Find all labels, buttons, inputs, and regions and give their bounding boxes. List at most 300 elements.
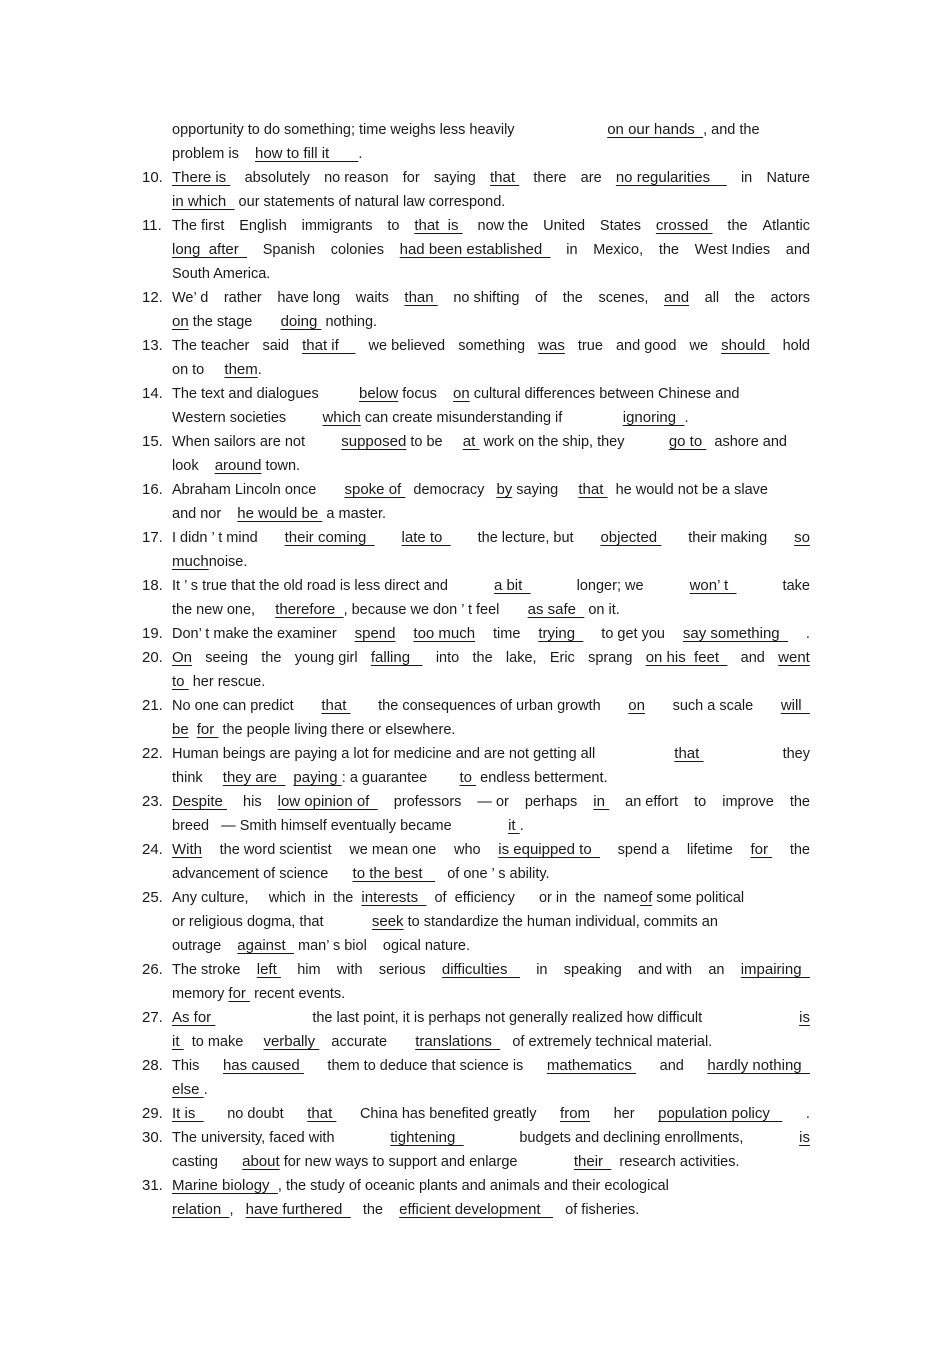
exercise-item (142, 334, 810, 382)
sentence-text: we believed (368, 338, 446, 354)
sentence-text: some political (652, 890, 745, 906)
sentence-text: advancement of science (172, 866, 353, 882)
answer-text: much (172, 553, 209, 570)
answer-text: on our hands (607, 121, 704, 138)
sentence-text: ashore and (706, 434, 787, 450)
sentence-text: memory (172, 986, 229, 1002)
answer-text: won’ t (689, 577, 737, 594)
sentence-text: , and the (703, 122, 760, 138)
sentence-text: something (458, 338, 526, 354)
sentence-text: sprang (588, 650, 633, 666)
sentence-text: the (727, 218, 748, 234)
item-line (172, 502, 810, 526)
answer-text: Despite (172, 793, 228, 810)
answer-text: Marine biology (172, 1177, 278, 1194)
answer-text: relation (172, 1201, 230, 1218)
sentence-text: all (704, 290, 720, 306)
exercise-item (142, 1126, 810, 1174)
answer-text: was (538, 337, 565, 354)
exercise-item (142, 622, 810, 646)
sentence-text: of efficiency or in the name (426, 890, 640, 906)
item-line (172, 766, 810, 790)
sentence-text: casting (172, 1154, 243, 1170)
sentence-text: said (262, 338, 290, 354)
answer-text: left (256, 961, 281, 978)
answer-text: they are (222, 769, 286, 786)
item-line (172, 550, 810, 574)
answer-text: by (496, 481, 513, 498)
sentence-text: on it. (584, 602, 620, 618)
answer-text: their coming (284, 529, 375, 546)
sentence-text (515, 118, 608, 142)
sentence-text: of fisheries. (553, 1202, 640, 1218)
item-number: 27. (142, 1009, 163, 1026)
sentence-text: endless betterment. (476, 770, 608, 786)
item-number: 16. (142, 481, 163, 498)
answer-text: population policy (658, 1105, 783, 1122)
sentence-text: for (402, 170, 420, 186)
exercise-item (142, 166, 810, 214)
answer-text: that (307, 1105, 337, 1122)
item-number: 12. (142, 289, 163, 306)
exercise-item (142, 118, 810, 166)
sentence-text: . (519, 818, 524, 834)
sentence-text: the (350, 1202, 400, 1218)
sentence-text: to be (406, 434, 463, 450)
answer-text: have furthered (245, 1201, 351, 1218)
sentence-text: scenes, (598, 290, 649, 306)
answer-text: late to (401, 529, 451, 546)
sentence-text: true (577, 338, 603, 354)
sentence-text: there (533, 170, 567, 186)
answer-text: be (172, 721, 189, 738)
answer-text: that (490, 169, 520, 186)
exercise-item (142, 886, 810, 958)
sentence-text: to make (183, 1034, 264, 1050)
answer-text: therefore (275, 601, 344, 618)
sentence-text: spend a (617, 842, 670, 858)
answer-text: crossed (655, 217, 713, 234)
sentence-text: lake, (505, 650, 537, 666)
answer-text: and (664, 289, 690, 306)
answer-text: is equipped to (498, 841, 601, 858)
answer-text: doing (280, 313, 322, 330)
item-line (172, 862, 810, 886)
answer-text: so (794, 529, 810, 546)
sentence-text: think (172, 770, 223, 786)
answer-text: has caused (222, 1057, 304, 1074)
sentence-text: in (740, 170, 753, 186)
answer-text: it (172, 1033, 184, 1050)
answer-text: seek (371, 913, 404, 930)
answer-text: he would be (237, 505, 323, 522)
answer-text: that is (414, 217, 463, 234)
item-line (172, 838, 810, 862)
item-line (172, 1198, 810, 1222)
sentence-text: he would not be a slave (607, 482, 768, 498)
answer-text: about (242, 1153, 280, 1170)
answer-text: below (359, 385, 399, 402)
sentence-text: town. (261, 458, 301, 474)
item-line (172, 1078, 810, 1102)
sentence-text: and (785, 242, 810, 258)
answer-text: mathematics (546, 1057, 637, 1074)
item-line (172, 1174, 810, 1198)
exercise-item (142, 430, 810, 478)
exercise-item (142, 214, 810, 286)
answer-text: which (322, 409, 361, 426)
sentence-text: No one can predict (172, 698, 294, 714)
sentence-text: , the study of oceanic plants and animals and their ecological (277, 1178, 669, 1194)
sentence-text: serious (378, 962, 426, 978)
sentence-text: work on the ship, they (479, 434, 669, 450)
sentence-text: and (659, 1058, 684, 1074)
sentence-text: Nature (766, 170, 810, 186)
answer-text: for (228, 985, 251, 1002)
sentence-text: of (535, 290, 548, 306)
sentence-text: longer; we (576, 578, 644, 594)
answer-text: them (224, 361, 258, 378)
sentence-text: into (435, 650, 460, 666)
sentence-text: the last point, it is perhaps not generally realized how difficult (312, 1010, 703, 1026)
sentence-text: West Indies (694, 242, 771, 258)
sentence-text: we (689, 338, 709, 354)
answer-text: no regularities (615, 169, 727, 186)
sentence-text (285, 766, 293, 790)
sentence-text: improve (722, 794, 774, 810)
sentence-text: democracy (405, 482, 497, 498)
sentence-text: The text and dialogues (172, 386, 359, 402)
answer-text: to (459, 769, 477, 786)
sentence-text: budgets and declining enrollments, (519, 1130, 744, 1146)
sentence-text: the new one, (172, 602, 276, 618)
item-line (172, 982, 810, 1006)
item-line (172, 142, 810, 166)
sentence-text: , because we don ’ t feel (343, 602, 528, 618)
answer-text: than (404, 289, 438, 306)
sentence-text: no reason (324, 170, 389, 186)
sentence-text: man’ s biol ogical nature. (294, 938, 470, 954)
answer-text: for (750, 841, 773, 858)
item-line (172, 742, 810, 766)
answer-text: With (172, 841, 202, 858)
item-line (172, 1006, 810, 1030)
answer-text: that (321, 697, 351, 714)
sentence-text: take (782, 578, 810, 594)
sentence-text: him (297, 962, 321, 978)
answer-text: on (172, 313, 189, 330)
sentence-text: — or (477, 794, 509, 810)
sentence-text: can create misunderstanding if (360, 410, 623, 426)
exercise-item (142, 526, 810, 574)
exercise-item (142, 478, 810, 526)
exercise-item (142, 838, 810, 886)
sentence-text: . (805, 1106, 810, 1122)
sentence-text: It ’ s true that the old road is less direct and (172, 578, 448, 594)
sentence-text: English (239, 218, 287, 234)
item-line (172, 886, 810, 910)
sentence-text: saying (512, 482, 579, 498)
sentence-text: to standardize the human individual, commits an (403, 914, 718, 930)
item-number: 25. (142, 889, 163, 906)
sentence-text: time (493, 626, 521, 642)
answer-text: that if (302, 337, 356, 354)
exercise-item (142, 1174, 810, 1222)
item-line (172, 406, 810, 430)
answer-text: else (172, 1081, 204, 1098)
sentence-text: problem is (172, 146, 255, 162)
item-line (172, 454, 810, 478)
answer-text: go to (668, 433, 707, 450)
sentence-text: the (472, 650, 493, 666)
answer-text: that (674, 745, 704, 762)
item-number: 15. (142, 433, 163, 450)
sentence-text (189, 718, 197, 742)
item-line (172, 910, 810, 934)
sentence-text: her (613, 1106, 635, 1122)
sentence-text: and nor (172, 506, 238, 522)
sentence-text: the (261, 650, 282, 666)
answer-text: to the best (352, 865, 436, 882)
item-line (172, 214, 810, 238)
answer-text: on his feet (645, 649, 728, 666)
answer-text: too much (413, 625, 476, 642)
sentence-text: breed — Smith himself eventually became (172, 818, 509, 834)
sentence-text: waits (355, 290, 389, 306)
answer-text: verbally (263, 1033, 320, 1050)
sentence-text: saying (433, 170, 476, 186)
sentence-text: of extremely technical material. (500, 1034, 713, 1050)
sentence-text: absolutely (244, 170, 310, 186)
item-line (172, 382, 810, 406)
item-line (172, 646, 810, 670)
sentence-text: their making (688, 530, 768, 546)
item-number: 10. (142, 169, 163, 186)
item-line (172, 574, 810, 598)
sentence-text: the (789, 842, 810, 858)
sentence-text: on to (172, 362, 225, 378)
sentence-text: her rescue. (188, 674, 266, 690)
sentence-text: the lecture, but (477, 530, 574, 546)
answer-text: long after (172, 241, 248, 258)
item-line (172, 718, 810, 742)
sentence-text: to (694, 794, 707, 810)
sentence-text: they (782, 746, 810, 762)
item-line (172, 1126, 810, 1150)
sentence-text: to (387, 218, 400, 234)
sentence-text: United (543, 218, 586, 234)
answer-text: around (214, 457, 262, 474)
sentence-text: . (257, 362, 262, 378)
answer-text: efficient development (399, 1201, 554, 1218)
answer-text: difficulties (441, 961, 520, 978)
sentence-text: the (562, 290, 583, 306)
answer-text: ignoring (622, 409, 685, 426)
item-line (172, 934, 810, 958)
sentence-text: a master. (322, 506, 387, 522)
sentence-text: . (805, 626, 810, 642)
answer-text: in (593, 793, 610, 810)
sentence-text: them to deduce that science is (327, 1058, 524, 1074)
answer-text: at (462, 433, 480, 450)
sentence-text: This (172, 1058, 200, 1074)
sentence-text: accurate (319, 1034, 416, 1050)
item-line (172, 1030, 810, 1054)
sentence-text: I didn ’ t mind (172, 530, 258, 546)
sentence-text: the stage (188, 314, 281, 330)
answer-text: paying (293, 769, 342, 786)
item-number: 23. (142, 793, 163, 810)
sentence-text: noise. (208, 554, 248, 570)
exercise-item (142, 382, 810, 430)
item-number: 22. (142, 745, 163, 762)
answer-text: objected (600, 529, 662, 546)
exercise-item (142, 790, 810, 838)
item-number: 31. (142, 1177, 163, 1194)
sentence-text: research activities. (611, 1154, 740, 1170)
answer-text: It is (172, 1105, 204, 1122)
exercise-item (142, 694, 810, 742)
sentence-text: the (789, 794, 810, 810)
answer-text: will (780, 697, 810, 714)
sentence-text: States (599, 218, 642, 234)
answer-text: went (778, 649, 810, 666)
item-line (172, 310, 810, 334)
sentence-text: the consequences of urban growth (378, 698, 601, 714)
answer-text: for (196, 721, 219, 738)
answer-text: should (721, 337, 770, 354)
item-number: 18. (142, 577, 163, 594)
sentence-text: in (536, 962, 548, 978)
item-line (172, 190, 810, 214)
item-number: 17. (142, 529, 163, 546)
sentence-text: the (658, 242, 679, 258)
exercise-item (142, 574, 810, 622)
item-number: 30. (142, 1129, 163, 1146)
answer-text: On (172, 649, 193, 666)
sentence-text: China has benefited greatly (359, 1106, 537, 1122)
item-line (172, 118, 810, 142)
sentence-text: or religious dogma, that (172, 914, 372, 930)
sentence-text: hold (782, 338, 810, 354)
sentence-text: in (566, 242, 578, 258)
sentence-text: Don’ t make the examiner (172, 626, 337, 642)
answer-text: a bit (493, 577, 531, 594)
item-number: 21. (142, 697, 163, 714)
answer-text: say something (682, 625, 788, 642)
sentence-text: The teacher (172, 338, 250, 354)
sentence-text: Any culture, which in the (172, 890, 362, 906)
exercise-item (142, 646, 810, 694)
sentence-text: actors (770, 290, 810, 306)
item-line (172, 238, 810, 262)
answer-text: translations (415, 1033, 501, 1050)
item-line (172, 790, 810, 814)
item-line (172, 526, 810, 550)
sentence-text: immigrants (301, 218, 373, 234)
sentence-text: Eric (549, 650, 575, 666)
exercise-item (142, 958, 810, 1006)
sentence-text: no doubt (227, 1106, 284, 1122)
answer-text: tightening (390, 1129, 464, 1146)
sentence-text: Atlantic (762, 218, 810, 234)
sentence-text: such a scale (672, 698, 754, 714)
sentence-text: professors (393, 794, 462, 810)
sentence-text: lifetime (686, 842, 733, 858)
sentence-text: to get you (601, 626, 665, 642)
sentence-text: When sailors are not (172, 434, 342, 450)
item-number: 13. (142, 337, 163, 354)
item-number: 19. (142, 625, 163, 642)
answer-text: spend (354, 625, 396, 642)
sentence-text: the (734, 290, 755, 306)
answer-text: is (799, 1129, 810, 1146)
item-line (172, 1102, 810, 1126)
sentence-text: an (708, 962, 725, 978)
exercise-item (142, 1054, 810, 1102)
item-line (172, 622, 810, 646)
answer-text: their (573, 1153, 612, 1170)
sentence-text: who (454, 842, 481, 858)
item-line (172, 598, 810, 622)
sentence-text: opportunity to do something; time weighs less heavily (172, 122, 515, 138)
exercise-item (142, 1006, 810, 1054)
sentence-text: nothing. (321, 314, 378, 330)
exercise-item (142, 742, 810, 790)
sentence-text: The university, faced with (172, 1130, 335, 1146)
sentence-text: no shifting (453, 290, 520, 306)
sentence-text: seeing (205, 650, 249, 666)
item-line (172, 1054, 810, 1078)
sentence-text: young girl (294, 650, 358, 666)
answer-text: on (453, 385, 470, 402)
sentence-text: : a guarantee (341, 770, 460, 786)
answer-text: interests (361, 889, 427, 906)
item-line (172, 958, 810, 982)
sentence-text: of one ’ s ability. (435, 866, 550, 882)
sentence-text: and good (615, 338, 677, 354)
item-number: 20. (142, 649, 163, 666)
item-line (172, 262, 810, 286)
sentence-text: speaking (563, 962, 622, 978)
sentence-text: recent events. (250, 986, 346, 1002)
sentence-text: . (358, 146, 363, 162)
item-line (172, 334, 810, 358)
sentence-text: Human beings are paying a lot for medicine and are not getting all (172, 746, 596, 762)
sentence-text: colonies (330, 242, 384, 258)
sentence-text: our statements of natural law correspond. (234, 194, 506, 210)
sentence-text: cultural differences between Chinese and (469, 386, 740, 402)
item-number: 26. (142, 961, 163, 978)
exercise-item (142, 286, 810, 334)
sentence-text: . (684, 410, 689, 426)
sentence-text: , (229, 1202, 246, 1218)
item-line (172, 358, 810, 382)
answer-text: low opinion of (277, 793, 378, 810)
sentence-text: Spanish (262, 242, 316, 258)
sentence-text: and (740, 650, 765, 666)
sentence-text: are (580, 170, 602, 186)
item-line (172, 1150, 810, 1174)
sentence-text: We’ d (172, 290, 209, 306)
answer-text: of (639, 889, 653, 906)
sentence-text: Mexico, (593, 242, 644, 258)
answer-text: had been established (399, 241, 551, 258)
answer-text: on (628, 697, 645, 714)
sentence-text: rather (223, 290, 262, 306)
item-number: 29. (142, 1105, 163, 1122)
answer-text: from (560, 1105, 591, 1122)
